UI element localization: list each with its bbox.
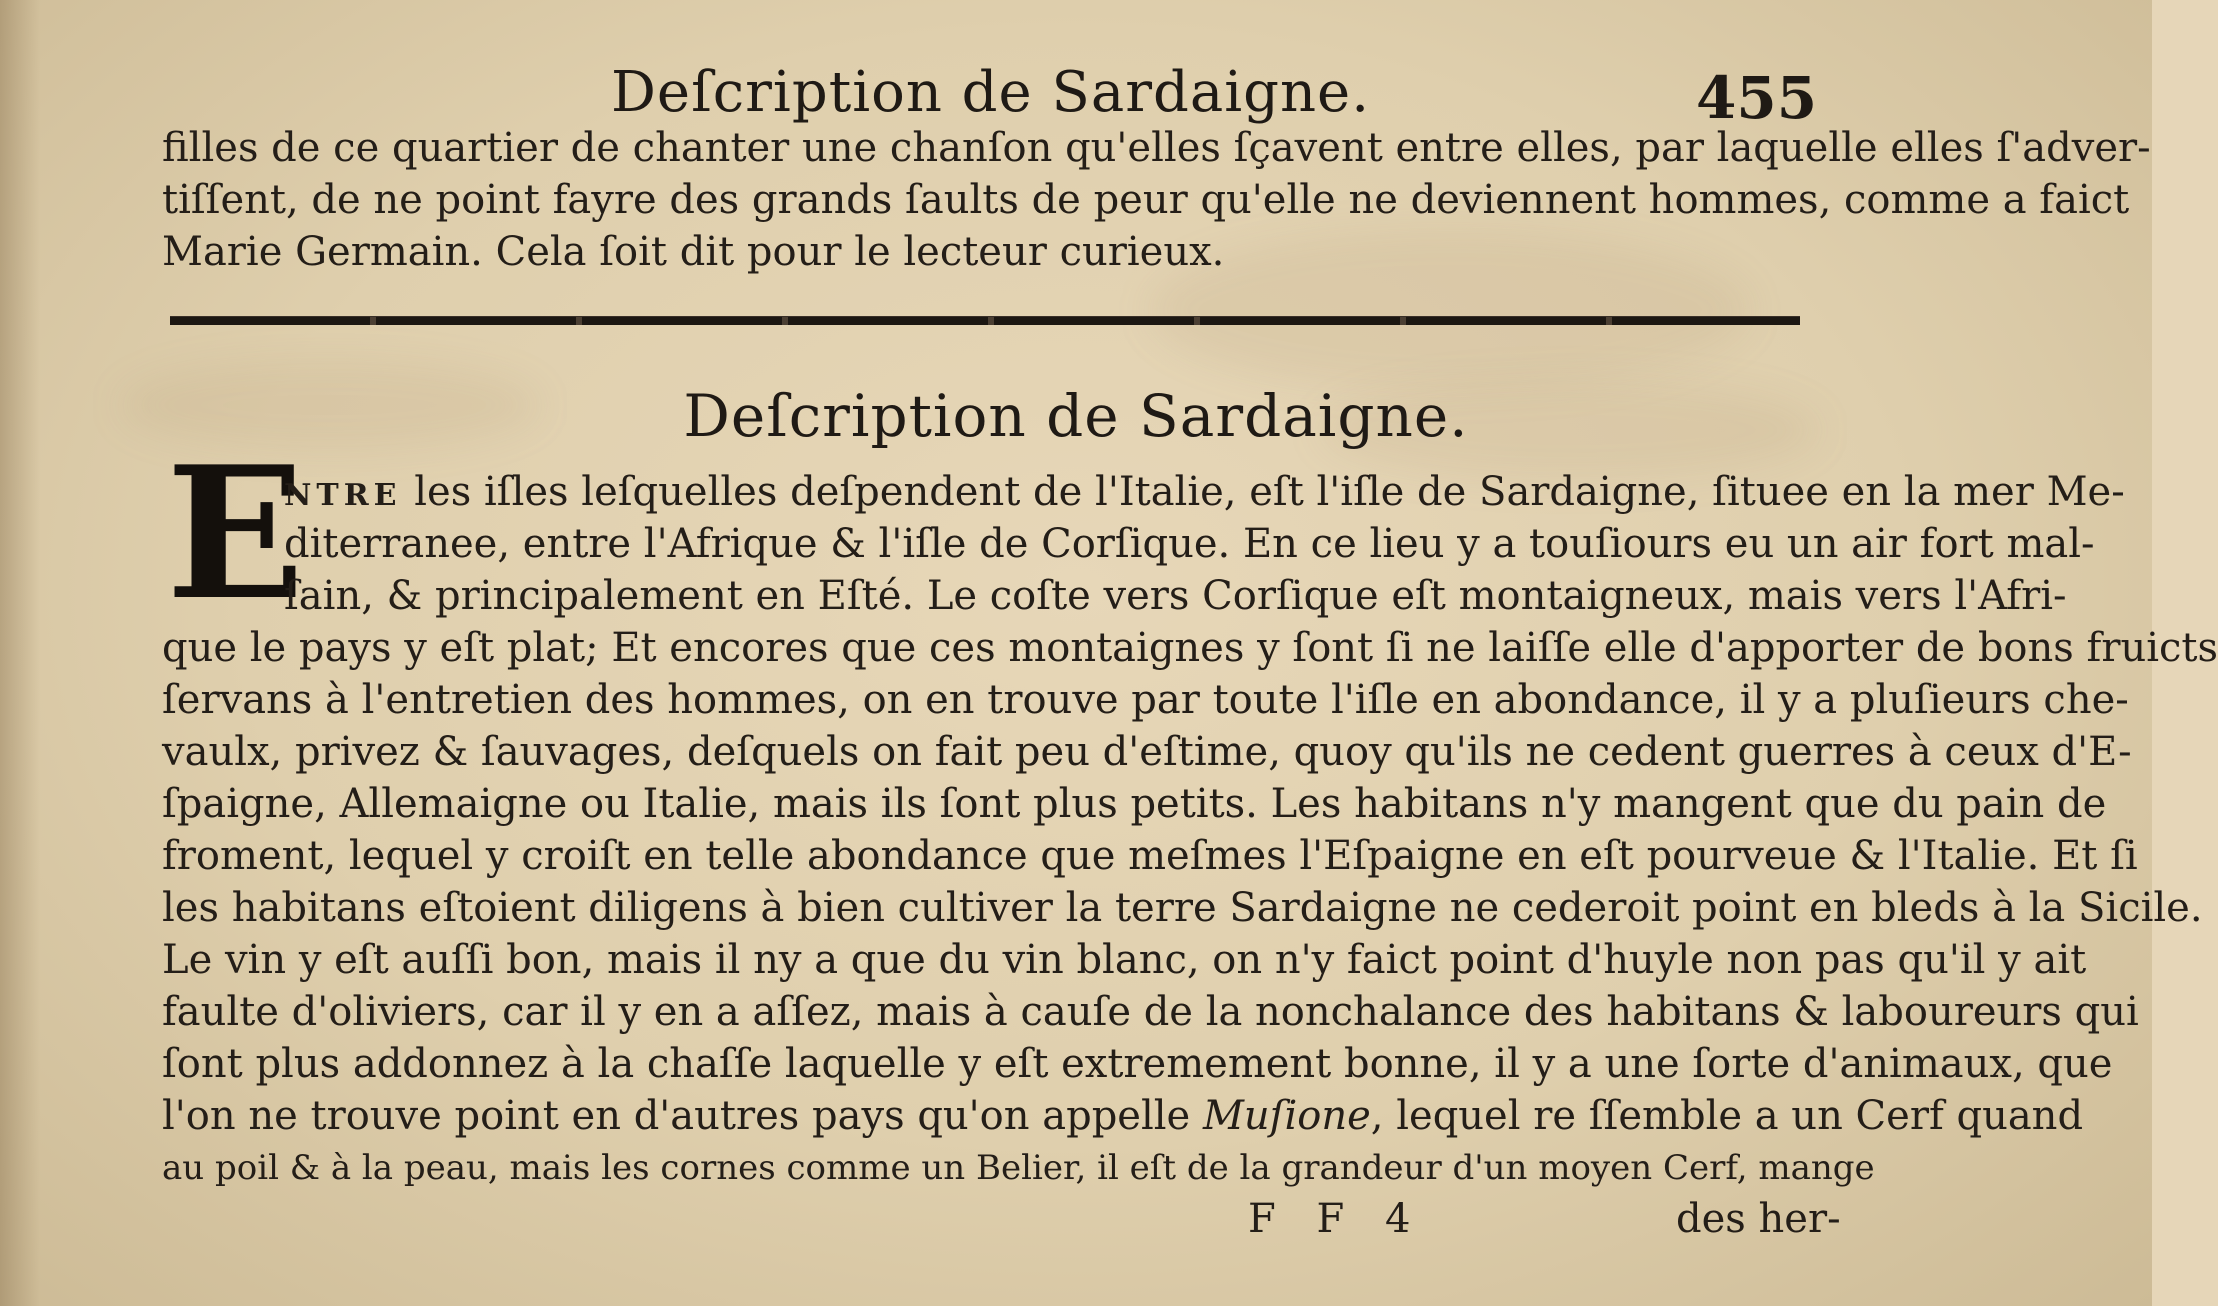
body-line: ſont plus addonnez à la chaſſe laquelle y eſt extremement bonne, il y a une ſorte d'animaux, que xyxy=(162,1041,2113,1087)
first-word: NTRE xyxy=(284,478,402,513)
top-text-line: Marie Germain. Cela ſoit dit pour le lecteur curieux. xyxy=(162,229,1225,275)
body-line: faulte d'oliviers, car il y en a aſſez, mais à cauſe de la nonchalance des habitans & laboureurs qui xyxy=(162,989,2139,1035)
body-line: ſain, & principalement en Eſté. Le coſte vers Corſique eſt montaigneux, mais vers l'Afri- xyxy=(284,573,2067,619)
running-head: Deſcription de Sardaigne. xyxy=(611,60,1370,125)
section-divider-rule xyxy=(170,316,1800,325)
body-line-with-italic xyxy=(162,1092,2084,1140)
page-gutter-shadow xyxy=(0,0,40,1306)
body-line: ſervans à l'entretien des hommes, on en trouve par toute l'iſle en abondance, il y a pluſieurs che- xyxy=(162,677,2129,723)
italic-term: Muſione xyxy=(1202,1093,1371,1139)
signature-mark: F F 4 xyxy=(1248,1196,1425,1242)
body-line: froment, lequel y croiſt en telle abondance que meſmes l'Eſpaigne en eſt pourveue & l'Italie. Et ſi xyxy=(162,833,2138,879)
page-number: 455 xyxy=(1696,64,1818,132)
top-text-line: tiſſent, de ne point fayre des grands ſaults de peur qu'elle ne deviennent hommes, comme a faict xyxy=(162,177,2130,223)
body-line: les habitans eſtoient diligens à bien cultiver la terre Sardaigne ne cederoit point en bleds à la Sicile. xyxy=(162,885,2203,931)
body-line: que le pays y eſt plat; Et encores que ces montaignes y ſont ſi ne laiſſe elle d'apporter de bons fruicts xyxy=(162,625,2218,671)
body-line: diterranee, entre l'Afrique & l'iſle de Corſique. En ce lieu y a touſiours eu un air fort mal- xyxy=(284,521,2095,567)
drop-cap-letter: E xyxy=(166,426,305,640)
body-line-1 xyxy=(284,468,2125,520)
top-text-line: filles de ce quartier de chanter une chanſon qu'elles ſçavent entre elles, par laquelle elles ſ'adver- xyxy=(162,125,2151,171)
body-line: ſpaigne, Allemaigne ou Italie, mais ils ſont plus petits. Les habitans n'y mangent que du pain de xyxy=(162,781,2107,827)
section-title: Deſcription de Sardaigne. xyxy=(683,382,1469,450)
body-text: , lequel re ſſemble a un Cerf quand xyxy=(1370,1093,2084,1139)
body-text: l'on ne trouve point en d'autres pays qu'on appelle xyxy=(162,1093,1191,1139)
body-line: au poil & à la peau, mais les cornes comme un Belier, il eſt de la grandeur d'un moyen Cerf, mange xyxy=(162,1148,1875,1188)
body-line: vaulx, privez & ſauvages, deſquels on fait peu d'eſtime, quoy qu'ils ne cedent guerres à ceux d'E- xyxy=(162,729,2132,775)
catchword: des her- xyxy=(1676,1196,1841,1242)
body-line: Le vin y eſt auſſi bon, mais il ny a que du vin blanc, on n'y faict point d'huyle non pas qu'il y ait xyxy=(162,937,2087,983)
body-text: les iſles leſquelles deſpendent de l'Italie, eſt l'iſle de Sardaigne, ſituee en la mer Me- xyxy=(401,469,2125,515)
